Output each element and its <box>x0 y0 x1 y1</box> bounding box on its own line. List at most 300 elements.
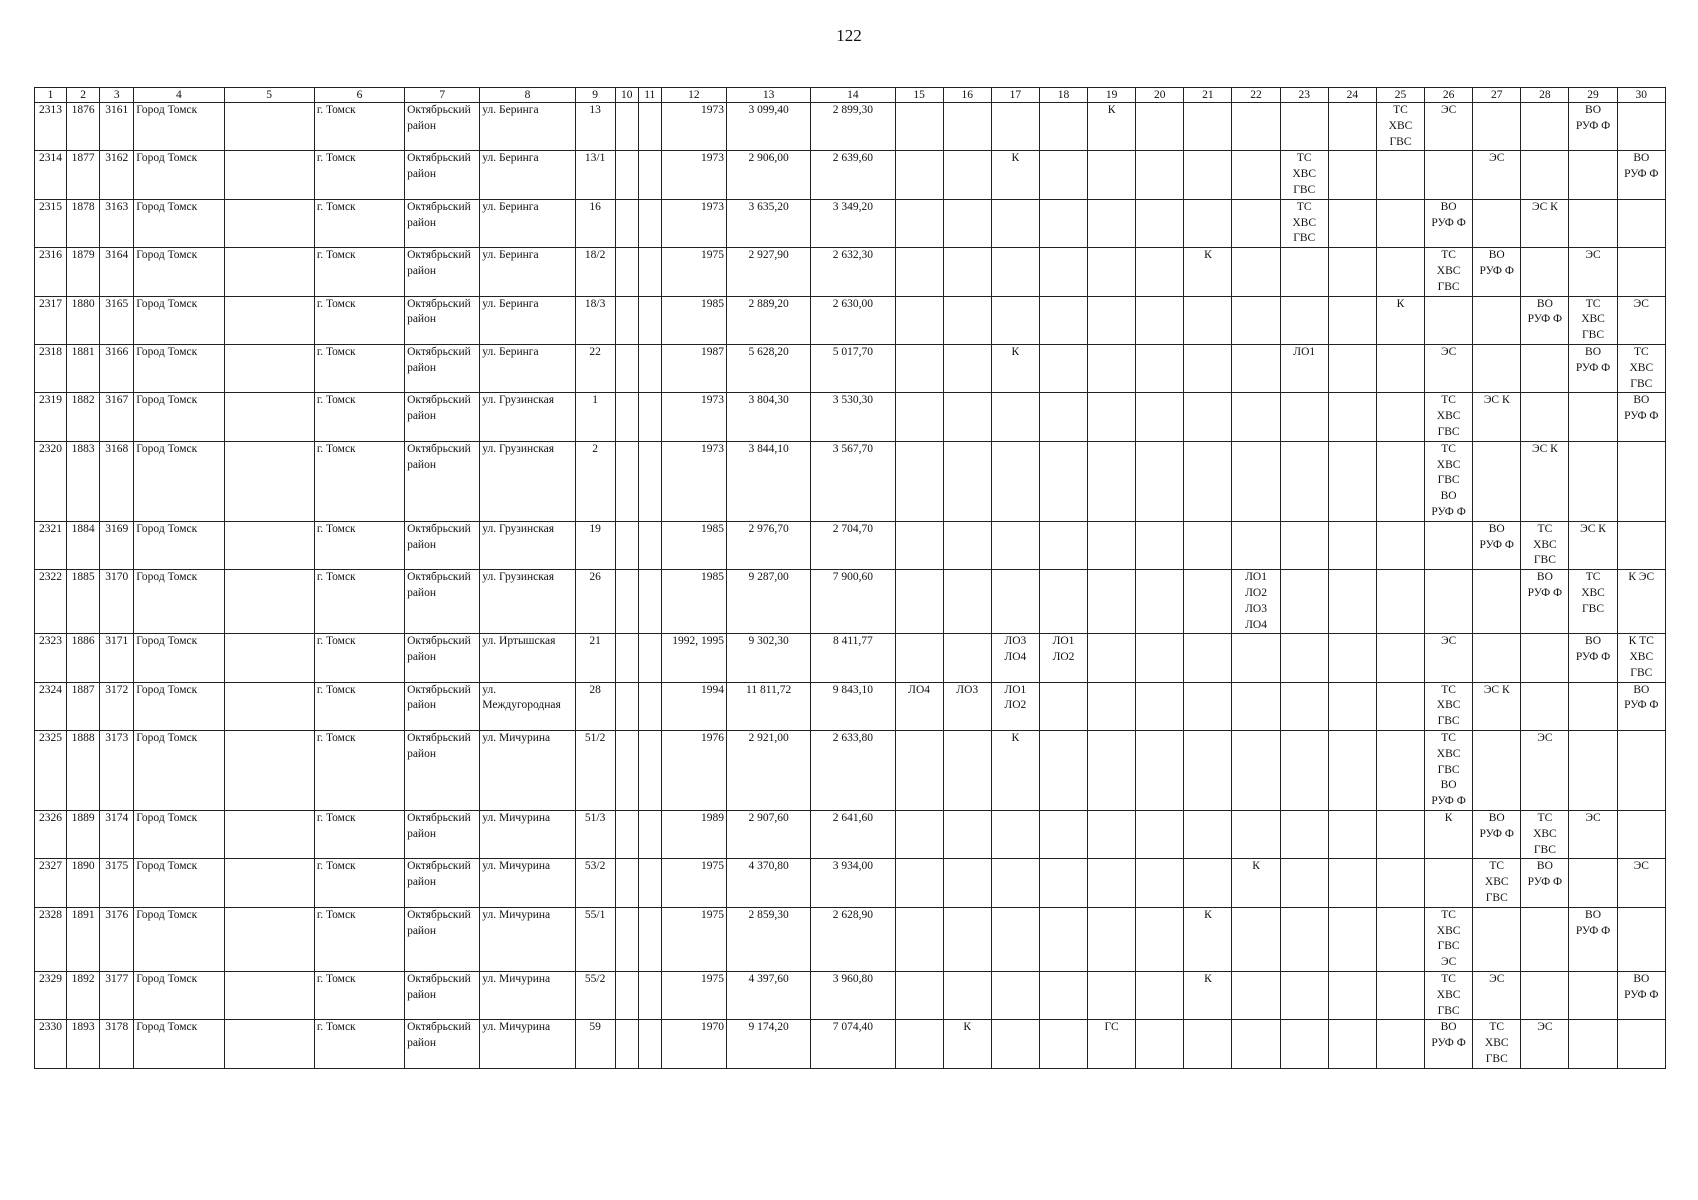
table-cell <box>1280 907 1328 971</box>
table-cell: ВО РУФ Ф <box>1617 151 1665 199</box>
column-header: 16 <box>943 88 991 103</box>
table-cell <box>1376 344 1424 392</box>
table-cell <box>1184 521 1232 569</box>
table-cell: Октябрьский район <box>405 1020 480 1068</box>
table-cell: Город Томск <box>134 248 224 296</box>
table-cell: 59 <box>575 1020 615 1068</box>
table-cell <box>638 1020 661 1068</box>
table-cell <box>895 634 943 682</box>
table-cell: К <box>1184 972 1232 1020</box>
table-cell <box>1184 296 1232 344</box>
table-cell: 9 843,10 <box>811 682 895 730</box>
table-cell <box>1280 393 1328 441</box>
column-header: 25 <box>1376 88 1424 103</box>
table-cell <box>1039 441 1087 521</box>
table-cell: 3 530,30 <box>811 393 895 441</box>
table-cell <box>1280 103 1328 151</box>
table-cell: 9 302,30 <box>727 634 811 682</box>
table-cell <box>1232 441 1280 521</box>
table-cell <box>1617 907 1665 971</box>
table-cell <box>1280 248 1328 296</box>
table-cell <box>1232 296 1280 344</box>
table-cell: 1887 <box>67 682 100 730</box>
table-cell <box>224 393 314 441</box>
table-cell: Город Томск <box>134 521 224 569</box>
table-cell <box>1232 103 1280 151</box>
table-cell <box>1184 634 1232 682</box>
column-header: 23 <box>1280 88 1328 103</box>
table-cell: 2318 <box>35 344 67 392</box>
table-cell <box>1328 103 1376 151</box>
table-cell: 1881 <box>67 344 100 392</box>
table-cell: К <box>991 731 1039 811</box>
table-cell <box>638 151 661 199</box>
table-cell <box>1328 296 1376 344</box>
table-cell: г. Томск <box>314 296 404 344</box>
table-cell <box>638 570 661 634</box>
table-cell <box>224 296 314 344</box>
table-cell <box>224 248 314 296</box>
table-cell <box>1184 393 1232 441</box>
table-cell <box>1184 811 1232 859</box>
table-cell <box>1088 811 1136 859</box>
table-cell: 1883 <box>67 441 100 521</box>
table-row <box>35 103 1666 151</box>
table-cell: ул. Беринга <box>480 103 575 151</box>
table-cell: 1985 <box>661 521 726 569</box>
table-cell <box>1232 634 1280 682</box>
table-cell: г. Томск <box>314 151 404 199</box>
table-cell: ЭС <box>1473 151 1521 199</box>
table-cell <box>1039 151 1087 199</box>
table-cell: ВО РУФ Ф <box>1521 859 1569 907</box>
table-cell: г. Томск <box>314 682 404 730</box>
table-cell <box>1473 634 1521 682</box>
table-cell: ЭС К <box>1473 393 1521 441</box>
table-cell: 3165 <box>100 296 134 344</box>
table-cell: 8 411,77 <box>811 634 895 682</box>
table-cell <box>1232 199 1280 247</box>
table-cell: ВО РУФ Ф <box>1617 972 1665 1020</box>
table-cell <box>895 248 943 296</box>
table-cell: 4 370,80 <box>727 859 811 907</box>
table-cell: ТС ХВС ГВС <box>1521 521 1569 569</box>
table-cell: ул. Мичурина <box>480 859 575 907</box>
table-cell: ул. Беринга <box>480 199 575 247</box>
table-cell <box>1088 570 1136 634</box>
table-cell: 2315 <box>35 199 67 247</box>
table-cell <box>1376 151 1424 199</box>
table-cell: 1975 <box>661 907 726 971</box>
table-cell <box>615 907 638 971</box>
table-cell: 3177 <box>100 972 134 1020</box>
table-cell <box>1088 859 1136 907</box>
table-cell <box>638 972 661 1020</box>
table-cell: ул. Мичурина <box>480 1020 575 1068</box>
table-cell <box>1425 151 1473 199</box>
table-cell: ТС ХВС ГВС <box>1425 393 1473 441</box>
table-cell <box>1136 972 1184 1020</box>
table-cell: 3170 <box>100 570 134 634</box>
table-cell: 3 099,40 <box>727 103 811 151</box>
column-header: 19 <box>1088 88 1136 103</box>
table-cell: Октябрьский район <box>405 972 480 1020</box>
table-cell: 2 859,30 <box>727 907 811 971</box>
table-cell: Октябрьский район <box>405 859 480 907</box>
table-cell: 1973 <box>661 151 726 199</box>
table-cell: ВО РУФ Ф <box>1569 103 1617 151</box>
table-cell: ВО РУФ Ф <box>1425 1020 1473 1068</box>
table-cell <box>1136 521 1184 569</box>
table-cell: К ЭС <box>1617 570 1665 634</box>
table-cell: г. Томск <box>314 972 404 1020</box>
table-cell <box>895 521 943 569</box>
table-cell: 2 632,30 <box>811 248 895 296</box>
table-cell: г. Томск <box>314 344 404 392</box>
table-cell: Октябрьский район <box>405 103 480 151</box>
table-cell <box>1569 682 1617 730</box>
column-header: 20 <box>1136 88 1184 103</box>
table-cell <box>943 570 991 634</box>
table-cell: 7 074,40 <box>811 1020 895 1068</box>
table-cell: ул. Беринга <box>480 296 575 344</box>
table-cell <box>1521 103 1569 151</box>
table-cell <box>638 731 661 811</box>
table-cell <box>1184 151 1232 199</box>
table-cell <box>224 859 314 907</box>
table-cell <box>638 103 661 151</box>
table-cell: 1892 <box>67 972 100 1020</box>
table-cell: 1891 <box>67 907 100 971</box>
table-cell <box>1473 731 1521 811</box>
table-cell <box>1039 731 1087 811</box>
table-cell <box>224 972 314 1020</box>
table-cell: 2 921,00 <box>727 731 811 811</box>
table-cell: 1973 <box>661 199 726 247</box>
table-cell: ТС ХВС ГВС ВО РУФ Ф <box>1425 731 1473 811</box>
table-cell <box>1280 521 1328 569</box>
table-cell <box>615 731 638 811</box>
table-cell: ВО РУФ Ф <box>1617 682 1665 730</box>
table-cell: ЭС <box>1425 344 1473 392</box>
table-cell: 1889 <box>67 811 100 859</box>
table-cell: ЭС К <box>1473 682 1521 730</box>
table-cell: 1893 <box>67 1020 100 1068</box>
table-cell <box>1473 103 1521 151</box>
table-cell <box>224 682 314 730</box>
column-header: 2 <box>67 88 100 103</box>
table-cell: 2328 <box>35 907 67 971</box>
table-cell <box>1425 570 1473 634</box>
table-cell: 1973 <box>661 103 726 151</box>
table-cell <box>895 199 943 247</box>
table-cell: 3 844,10 <box>727 441 811 521</box>
table-cell: 3 934,00 <box>811 859 895 907</box>
table-cell <box>224 1020 314 1068</box>
column-header: 7 <box>405 88 480 103</box>
table-cell <box>991 103 1039 151</box>
table-cell: 3161 <box>100 103 134 151</box>
table-cell <box>1232 344 1280 392</box>
table-cell <box>943 248 991 296</box>
table-cell <box>943 296 991 344</box>
column-header: 18 <box>1039 88 1087 103</box>
table-cell: 13 <box>575 103 615 151</box>
table-cell: 3 567,70 <box>811 441 895 521</box>
table-cell <box>1184 1020 1232 1068</box>
table-cell <box>224 811 314 859</box>
table-cell: 3173 <box>100 731 134 811</box>
table-cell: 1886 <box>67 634 100 682</box>
table-cell: 3163 <box>100 199 134 247</box>
table-cell: ВО РУФ Ф <box>1473 248 1521 296</box>
table-cell <box>943 441 991 521</box>
table-cell: 18/3 <box>575 296 615 344</box>
table-cell <box>1088 248 1136 296</box>
table-cell: 3172 <box>100 682 134 730</box>
table-cell <box>1088 907 1136 971</box>
table-cell: 5 628,20 <box>727 344 811 392</box>
page-number: 122 <box>836 26 862 45</box>
table-row <box>35 199 1666 247</box>
table-cell: ТС ХВС ГВС <box>1473 1020 1521 1068</box>
table-cell: 2330 <box>35 1020 67 1068</box>
table-cell: ТС ХВС ГВС ЭС <box>1425 907 1473 971</box>
table-cell <box>1136 682 1184 730</box>
table-cell <box>1136 570 1184 634</box>
table-cell <box>615 441 638 521</box>
table-cell <box>224 199 314 247</box>
table-cell <box>895 907 943 971</box>
table-cell: Город Томск <box>134 441 224 521</box>
table-cell: 16 <box>575 199 615 247</box>
table-cell <box>1280 972 1328 1020</box>
table-cell <box>638 344 661 392</box>
table-cell: ул. Грузинская <box>480 570 575 634</box>
table-body <box>35 103 1666 1069</box>
table-cell: ул. Иртышская <box>480 634 575 682</box>
table-cell: 1987 <box>661 344 726 392</box>
table-cell <box>615 296 638 344</box>
table-cell <box>615 103 638 151</box>
table-cell: ВО РУФ Ф <box>1569 344 1617 392</box>
table-cell: 1970 <box>661 1020 726 1068</box>
table-cell: Октябрьский район <box>405 907 480 971</box>
table-cell: ВО РУФ Ф <box>1617 393 1665 441</box>
table-cell <box>1473 344 1521 392</box>
table-cell: ЭС <box>1569 248 1617 296</box>
table-cell: ТС ХВС ГВС <box>1473 859 1521 907</box>
table-cell <box>1039 393 1087 441</box>
table-cell <box>895 811 943 859</box>
table-cell <box>991 1020 1039 1068</box>
table-cell <box>1280 682 1328 730</box>
table-cell <box>1232 151 1280 199</box>
table-cell: ТС ХВС ГВС <box>1521 811 1569 859</box>
table-cell <box>895 441 943 521</box>
table-cell <box>1617 103 1665 151</box>
table-cell <box>943 907 991 971</box>
table-cell <box>638 859 661 907</box>
table-cell <box>1617 521 1665 569</box>
table-cell <box>895 344 943 392</box>
table-cell <box>1521 344 1569 392</box>
table-cell: ТС ХВС ГВС <box>1425 682 1473 730</box>
table-cell <box>1039 859 1087 907</box>
table-cell <box>1088 344 1136 392</box>
table-cell: г. Томск <box>314 393 404 441</box>
table-cell: Город Томск <box>134 296 224 344</box>
table-cell: ЭС <box>1425 103 1473 151</box>
table-cell: ЭС <box>1473 972 1521 1020</box>
table-cell <box>1569 731 1617 811</box>
table-cell <box>895 393 943 441</box>
table-cell <box>943 521 991 569</box>
table-cell <box>1039 682 1087 730</box>
table-cell <box>1617 811 1665 859</box>
column-header: 12 <box>661 88 726 103</box>
table-cell <box>991 248 1039 296</box>
table-cell: Город Томск <box>134 199 224 247</box>
table-cell: 18/2 <box>575 248 615 296</box>
table-cell: ВО РУФ Ф <box>1521 570 1569 634</box>
table-cell <box>224 441 314 521</box>
table-cell <box>1136 103 1184 151</box>
table-cell <box>1425 859 1473 907</box>
table-row <box>35 972 1666 1020</box>
table-cell: 1992, 1995 <box>661 634 726 682</box>
column-header: 8 <box>480 88 575 103</box>
table-cell <box>1473 441 1521 521</box>
table-cell <box>1184 682 1232 730</box>
table-cell <box>1280 441 1328 521</box>
table-cell <box>1039 248 1087 296</box>
column-header: 1 <box>35 88 67 103</box>
column-header: 6 <box>314 88 404 103</box>
table-cell <box>1376 1020 1424 1068</box>
table-cell <box>1569 859 1617 907</box>
table-cell <box>1473 199 1521 247</box>
table-cell <box>1136 344 1184 392</box>
table-cell: 2 639,60 <box>811 151 895 199</box>
table-row <box>35 1020 1666 1068</box>
table-cell: Город Томск <box>134 344 224 392</box>
table-cell <box>615 199 638 247</box>
table-cell: ВО РУФ Ф <box>1473 811 1521 859</box>
table-cell <box>1521 248 1569 296</box>
table-cell: ЭС <box>1617 296 1665 344</box>
table-cell <box>1039 570 1087 634</box>
table-cell: г. Томск <box>314 248 404 296</box>
table-cell: 3162 <box>100 151 134 199</box>
table-cell <box>1328 344 1376 392</box>
table-cell <box>1039 344 1087 392</box>
table-cell: 51/3 <box>575 811 615 859</box>
table-cell <box>224 151 314 199</box>
table-cell: 3174 <box>100 811 134 859</box>
table-cell: 2324 <box>35 682 67 730</box>
table-cell: 2 907,60 <box>727 811 811 859</box>
table-cell: ЭС К <box>1521 199 1569 247</box>
table-cell <box>1328 248 1376 296</box>
table-cell: ул. Мичурина <box>480 811 575 859</box>
table-cell: ул. Беринга <box>480 344 575 392</box>
table-cell: 3 960,80 <box>811 972 895 1020</box>
table-cell: ТС ХВС ГВС <box>1569 296 1617 344</box>
table-cell: 1885 <box>67 570 100 634</box>
table-row <box>35 248 1666 296</box>
table-cell: ТС ХВС ГВС ВО РУФ Ф <box>1425 441 1473 521</box>
table-row <box>35 634 1666 682</box>
table-cell: ул. Грузинская <box>480 441 575 521</box>
table-cell <box>991 811 1039 859</box>
table-cell: Город Томск <box>134 811 224 859</box>
header-row <box>35 88 1666 103</box>
table-cell: К <box>991 344 1039 392</box>
table-cell: ТС ХВС ГВС <box>1376 103 1424 151</box>
column-header: 22 <box>1232 88 1280 103</box>
table-row <box>35 393 1666 441</box>
table-cell: 3169 <box>100 521 134 569</box>
table-cell: 55/1 <box>575 907 615 971</box>
table-cell: 3171 <box>100 634 134 682</box>
table-cell: 2 927,90 <box>727 248 811 296</box>
table-row <box>35 521 1666 569</box>
table-cell <box>895 296 943 344</box>
table-cell <box>224 907 314 971</box>
table-cell: Октябрьский район <box>405 731 480 811</box>
table-cell <box>1328 731 1376 811</box>
table-cell: 2 633,80 <box>811 731 895 811</box>
table-cell <box>1521 393 1569 441</box>
table-cell <box>1473 296 1521 344</box>
table-cell <box>1617 199 1665 247</box>
table-cell <box>638 199 661 247</box>
table-cell: 53/2 <box>575 859 615 907</box>
table-cell <box>1328 570 1376 634</box>
table-cell: ТС ХВС ГВС <box>1280 199 1328 247</box>
table-cell <box>1473 907 1521 971</box>
table-cell <box>638 248 661 296</box>
table-cell <box>943 972 991 1020</box>
table-row <box>35 682 1666 730</box>
table-cell: ул. Мичурина <box>480 731 575 811</box>
table-cell: 1890 <box>67 859 100 907</box>
column-header: 5 <box>224 88 314 103</box>
table-cell: 3167 <box>100 393 134 441</box>
table-cell: ЭС <box>1569 811 1617 859</box>
table-cell <box>638 907 661 971</box>
table-cell: 1985 <box>661 570 726 634</box>
table-cell <box>1376 811 1424 859</box>
table-cell <box>1088 682 1136 730</box>
table-cell <box>1232 1020 1280 1068</box>
column-header: 29 <box>1569 88 1617 103</box>
table-cell <box>1473 570 1521 634</box>
table-cell <box>1136 248 1184 296</box>
table-cell <box>991 441 1039 521</box>
table-cell <box>1088 151 1136 199</box>
table-cell <box>638 393 661 441</box>
table-cell: ВО РУФ Ф <box>1569 907 1617 971</box>
table-cell: 1994 <box>661 682 726 730</box>
table-cell: ВО РУФ Ф <box>1425 199 1473 247</box>
table-row <box>35 441 1666 521</box>
table-cell: г. Томск <box>314 521 404 569</box>
table-cell: ТС ХВС ГВС <box>1425 972 1473 1020</box>
column-header: 11 <box>638 88 661 103</box>
table-cell <box>1280 296 1328 344</box>
